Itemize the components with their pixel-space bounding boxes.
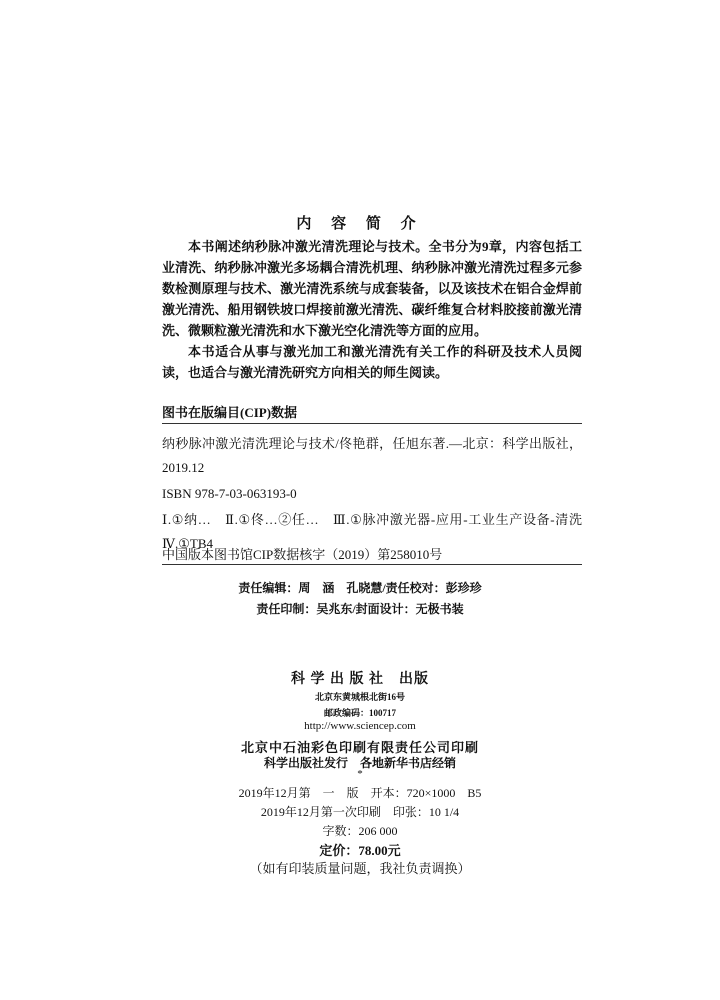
edition-info: 2019年12月第 一 版 开本：720×1000 B5 [238, 786, 482, 800]
distribution-line: 科学出版社发行 各地新华书店经销 [263, 756, 456, 770]
cip-heading: 图书在版编目(CIP)数据 [162, 405, 298, 420]
publisher-url: http://www.sciencep.com [304, 720, 416, 732]
word-count: 字数：206 000 [322, 824, 398, 838]
summary-title: 内 容 简 介 [296, 216, 424, 232]
printer-name: 北京中石油彩色印刷有限责任公司印刷 [240, 740, 479, 755]
summary-paragraph-2: 本书适合从事与激光加工和激光清洗有关工作的科研及技术人员阅读，也适合与激光清洗研究方向相关的师生阅读。 [162, 344, 582, 380]
publisher-name: 科 学 出 版 社 出版 [291, 672, 429, 687]
summary-paragraph-1: 本书阐述纳秒脉冲激光清洗理论与技术。全书分为9章，内容包括工业清洗、纳秒脉冲激光多场耦合清洗机理、纳秒脉冲激光清洗过程多元参数检测原理与技术、激光清洗系统与成套装备，以及该技术在铝合金焊前激光清洗、船用钢铁坡口焊接前激光清洗、碳纤维复合材料胶接前激光清洗、微颗粒激光清洗和水下激光空化清洗等方面的应用。 [162, 239, 582, 338]
cip-record-number: 中国版本图书馆CIP数据核字（2019）第258010号 [162, 547, 443, 562]
printing-info: 2019年12月第一次印刷 印张：10 1/4 [260, 805, 460, 819]
quality-note: （如有印装质量问题，我社负责调换） [249, 861, 471, 876]
cip-isbn: ISBN 978-7-03-063193-0 [162, 486, 297, 501]
publisher-address: 北京东黄城根北街16号 [314, 692, 405, 702]
summary-body [162, 236, 582, 383]
production-credits: 责任印制：吴兆东/封面设计：无极书装 [256, 602, 464, 616]
separator-star: * [357, 768, 363, 780]
publisher-postcode: 邮政编码：100717 [323, 708, 396, 718]
cip-title-line: 纳秒脉冲激光清洗理论与技术/佟艳群，任旭东著.—北京：科学出版社，2019.12 [162, 436, 582, 475]
editor-credits: 责任编辑：周 涵 孔晓慧/责任校对：彭珍珍 [238, 581, 482, 595]
price: 定价：78.00元 [319, 843, 401, 858]
cip-classification: Ⅰ.①纳… Ⅱ.①佟…②任… Ⅲ.①脉冲激光器-应用-工业生产设备-清洗 Ⅳ.①TB4 [162, 512, 596, 551]
